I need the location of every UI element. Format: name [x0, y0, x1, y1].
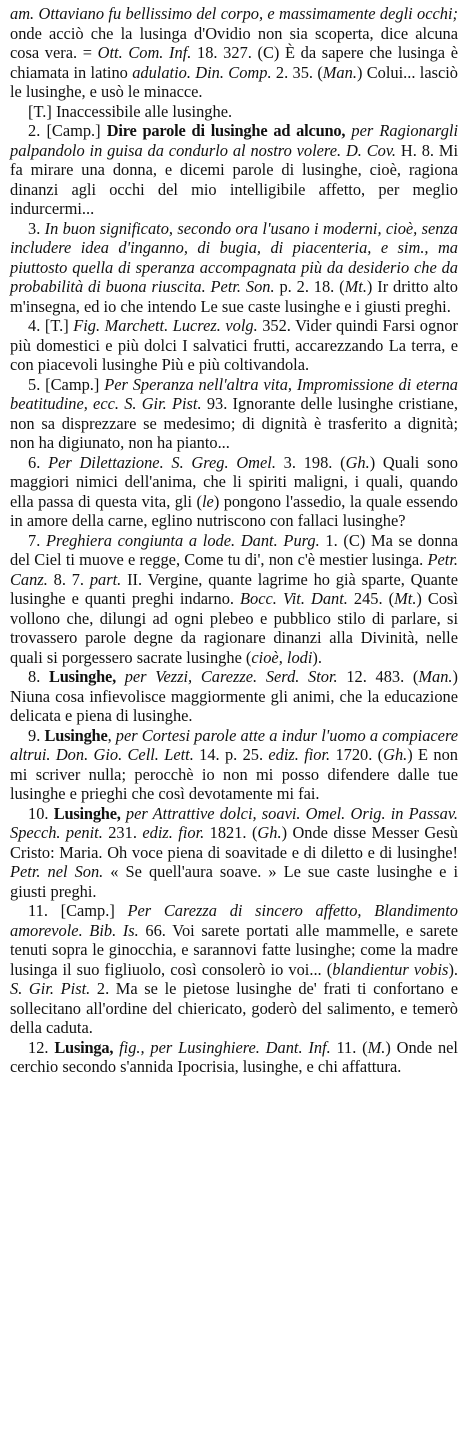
text-run: 1. (C) Ma se donna del Ciel ti muove e regge, Come tu di', non c'è mestier lusinga.: [10, 530, 458, 569]
text-run: 10.: [28, 803, 54, 823]
sense-2: [10, 121, 458, 219]
sense-9: [10, 726, 458, 804]
text-run: 66. Voi sarete portati alle mammelle, e sarete tenuti sopra le ginocchia, e sarannovi fatte lusinghe; come la madre lusinga il suo figliuolo, così consolerò io voi... (: [10, 920, 458, 979]
italic-citation: S. Gir. Pist.: [10, 979, 91, 998]
italic-citation: Per Dilettazione. S. Greg. Omel.: [48, 452, 276, 472]
text-run: ) E non mi scriver nulla; perocchè io non mi posso difendere dalle tue lusinghe e prieghi che così devotamente mi fai.: [10, 745, 458, 803]
bold-headword: Lusinga,: [54, 1037, 114, 1057]
bold-headword: Lusinghe,: [53, 803, 121, 823]
italic-citation: Preghiera congiunta a lode. Dant. Purg.: [46, 530, 320, 550]
text-run: [T.] Inaccessibile alle lusinghe.: [28, 101, 233, 121]
text-run: ) Onde nel cerchio secondo s'annida Ipocrisia, lusinghe, e chi affattura.: [10, 1037, 458, 1076]
text-run: ) pongono l'assedio, la quale essendo in amore della carne, eglino nutriscono con fallaci lusinghe?: [10, 491, 458, 530]
italic-citation: ediz. fior.: [268, 745, 331, 764]
text-run: ,: [107, 725, 116, 745]
sense-8: [10, 667, 458, 726]
italic-citation: In buon significato, secondo ora l'usano i moderni, cioè, senza includere idea d'inganno, di bugia, di piacenteria, e sim., ma piuttosto quella di speranza accompagnata più da desiderio che da probabilità di buona riuscita. Petr. Son.: [10, 218, 458, 296]
text-run: 9.: [28, 725, 45, 745]
text-run: 4. [T.]: [28, 316, 74, 335]
bold-headword: Lusinghe,: [49, 667, 117, 686]
italic-citation: Man.: [322, 62, 357, 82]
italic-citation: Mt.: [344, 277, 367, 296]
italic-citation: blandientur vobis: [332, 959, 449, 979]
text-run: 12.: [28, 1037, 55, 1057]
text-run: 352. Vider quindi Farsi ognor più domestici e più dolci I salvatici frutti, accarezzando La terra, e con piacevoli lusinghe Più e più coltivandola.: [10, 316, 458, 374]
text-run: 231.: [102, 823, 143, 842]
text-run: ) Onde disse Messer Gesù Cristo: Maria. Oh voce piena di soavitade e di diletto e di lusinghe!: [10, 823, 459, 862]
text-run: ) Quali sono maggiori nimici dell'anima, che li spiriti maligni, i quali, quando ella passa di questa vita, gli (: [10, 452, 458, 511]
sense-5: [10, 375, 458, 453]
italic-citation: fig., per Lusinghiere. Dant. Inf.: [113, 1037, 331, 1057]
text-run: H. 8. Mi fa mirare una donna, e dicemi parole di lusinghe, cioè, ragiona dinanzi agli occhi del mio intelligibile affetto, per meglio indurcermi...: [10, 140, 458, 218]
text-run: 245. (: [347, 589, 395, 608]
sense-12: [10, 1038, 458, 1077]
text-run: ) Ir dritto alto m'insegna, ed io che intendo Le sue caste lusinghe e i giusti preghi.: [10, 277, 458, 316]
italic-citation: cioè, lodi: [251, 647, 313, 667]
text-run: 3.: [28, 218, 45, 238]
text-run: p. 2. 18. (: [274, 277, 345, 296]
text-run: 1720. (: [330, 745, 384, 764]
text-run: 1821. (: [204, 823, 258, 842]
text-run: ) Niuna cosa infievolisce maggiormente gli animi, che la educazione delicata e piena di lusinghe.: [10, 667, 458, 725]
sense-4: [10, 316, 458, 375]
text-run: 8. 7.: [47, 569, 90, 589]
text-run: onde acciò che la lusinga d'Ovidio non sia scoperta, dice alcuna cosa vera. =: [10, 23, 458, 62]
text-run: ) Così vollono che, dilungi ad ogni plebeo e pubblico stilo di parlare, si trovassero parole degne da ragionare dinanzi alla Divinità, nelle quali si porgessero sacrate lusinghe (: [10, 589, 458, 667]
text-run: 6.: [28, 452, 49, 472]
note-paragraph: [10, 102, 458, 122]
italic-citation: Gh.: [383, 745, 408, 764]
italic-citation: ediz. fior.: [142, 823, 205, 842]
sense-10: [10, 804, 458, 902]
italic-citation: adulatio. Din. Comp.: [132, 62, 272, 82]
sense-11: [10, 901, 458, 1038]
text-run: 12. 483. (: [337, 667, 419, 686]
italic-citation: Petr. nel Son.: [10, 862, 104, 881]
italic-citation: Petr. Canz.: [10, 550, 458, 589]
text-run: 14. p. 25.: [193, 745, 269, 764]
italic-citation: Gh.: [257, 823, 282, 842]
sense-6: [10, 453, 458, 531]
text-run: 5. [Camp.]: [28, 374, 105, 394]
text-run: 2. 35. (: [271, 62, 323, 82]
text-run: ) Colui... lasciò le lusinghe, e usò le minacce.: [10, 62, 459, 101]
italic-citation: Per Carezza di sincero affetto, Blandimento amorevole. Bib. Is.: [10, 901, 458, 940]
bold-headword: Dire parole di lusinghe ad alcuno,: [106, 121, 346, 140]
text-run: ).: [448, 959, 458, 979]
italic-citation: Gh.: [345, 452, 370, 472]
sense-3: [10, 219, 458, 317]
italic-citation: Fig. Marchett. Lucrez. volg.: [73, 316, 258, 335]
text-run: 2. Ma se le pietose lusinghe de' frati ti confortano e sollecitano all'ordine del chiericato, goderò del salimento, e temerò della caduta.: [10, 979, 458, 1037]
italic-citation: per Ragionargli palpandolo in guisa da condurlo al nostro volere. D. Cov.: [10, 121, 459, 160]
text-run: 2. [Camp.]: [28, 121, 107, 140]
italic-citation: le: [201, 491, 214, 511]
text-run: 11. [Camp.]: [28, 901, 128, 920]
text-run: 3. 198. (: [275, 452, 346, 472]
text-run: 8.: [28, 667, 50, 686]
sense-7: [10, 531, 458, 668]
text-run: 11. (: [330, 1037, 368, 1057]
italic-citation: Per Speranza nell'altra vita, Impromissione di eterna beatitudine, ecc. S. Gir. Pist.: [10, 374, 459, 413]
italic-citation: per Vezzi, Carezze. Serd. Stor.: [116, 667, 338, 686]
text-run: « Se quell'aura soave. » Le sue caste lusinghe e i giusti preghi.: [10, 862, 459, 901]
italic-citation: per Attrattive dolci, soavi. Omel. Orig. in Passav. Specch. penit.: [10, 803, 458, 842]
text-run: 7.: [28, 530, 47, 550]
bold-headword: Lusinghe: [44, 725, 108, 745]
italic-citation: part.: [89, 569, 122, 589]
italic-citation: am. Ottaviano fu bellissimo del corpo, e massimamente degli occhi;: [10, 4, 458, 23]
text-run: 18. 327. (C) È da sapere che lusinga è chiamata in latino: [10, 43, 459, 82]
text-run: ).: [312, 647, 322, 667]
continuation-paragraph: [10, 4, 458, 102]
italic-citation: Man.: [418, 667, 453, 686]
italic-citation: per Cortesi parole atte a indur l'uomo a compiacere altrui. Don. Gio. Cell. Lett.: [10, 725, 458, 764]
italic-citation: Mt.: [394, 589, 417, 608]
text-run: II. Vergine, quante lagrime ho già sparte, Quante lusinghe e quanti preghi indarno.: [10, 569, 458, 608]
italic-citation: M.: [367, 1037, 386, 1057]
italic-citation: Ott. Com. Inf.: [97, 43, 192, 62]
text-run: 93. Ignorante delle lusinghe cristiane, non sa disprezzare se medesimo; di dignità è trasferito a dignità; non ha digiunato, non ha pianto...: [10, 394, 458, 452]
italic-citation: Bocc. Vit. Dant.: [240, 589, 348, 608]
